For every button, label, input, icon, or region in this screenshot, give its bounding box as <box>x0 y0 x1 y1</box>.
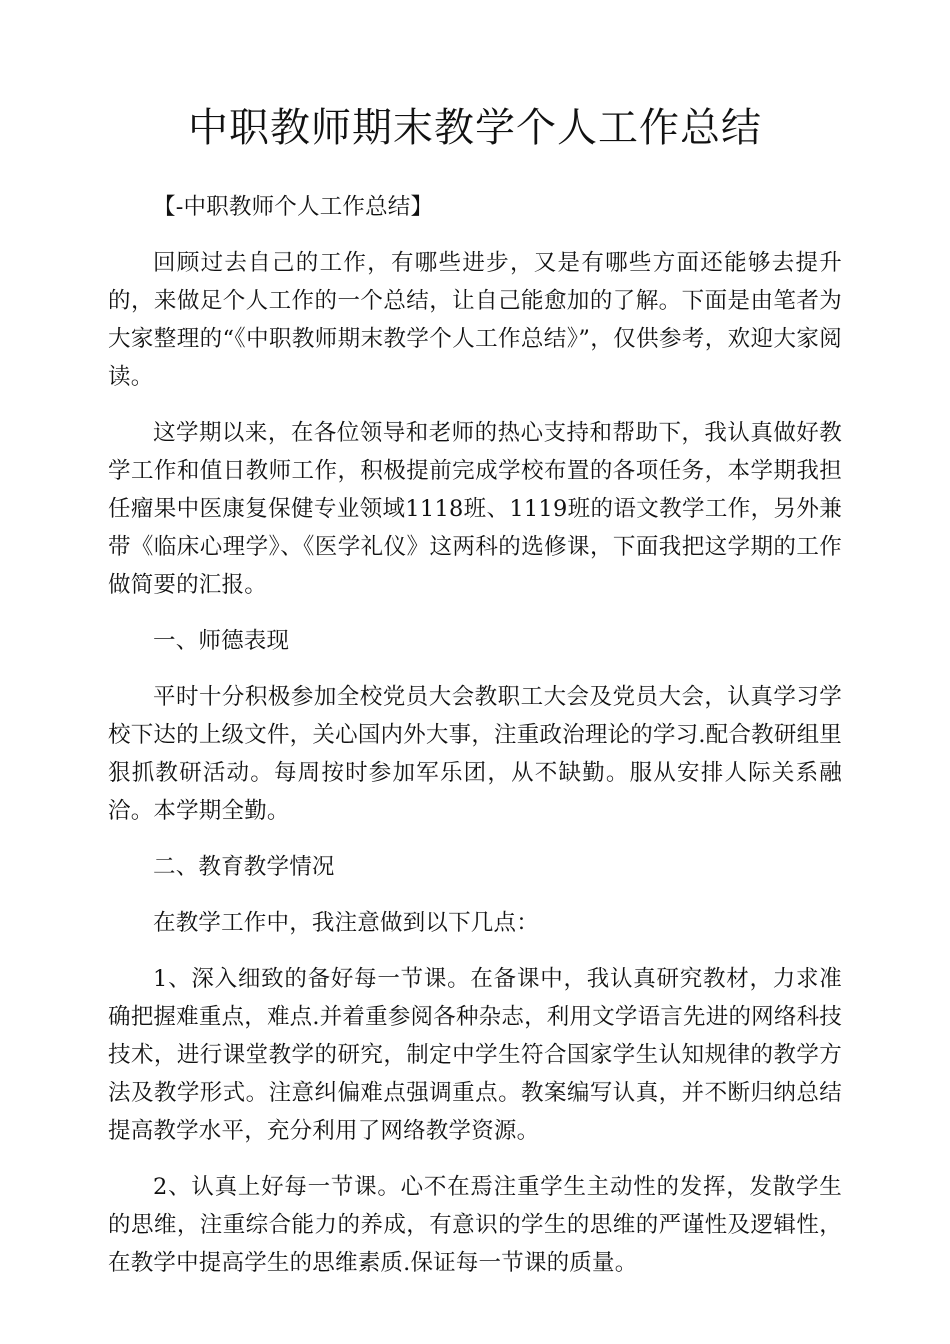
paragraph-overview: 这学期以来，在各位领导和老师的热心支持和帮助下，我认真做好教学工作和值日教师工作，积极提前完成学校布置的各项任务，本学期我担任瘤果中医康复保健专业领域1118班、1119班的语文教学工作，另外兼带《临床心理学》、《医学礼仪》这两科的选修课，下面我把这学期的工作做简要的汇报。 <box>108 420 842 598</box>
paragraph-intro: 回顾过去自己的工作，有哪些进步，又是有哪些方面还能够去提升的，来做足个人工作的一个总结，让自己能愈加的了解。下面是由笔者为大家整理的“《中职教师期末教学个人工作总结》”，仅供参考，欢迎大家阅读。 <box>108 250 842 390</box>
paragraph-teaching-intro: 在教学工作中，我注意做到以下几点： <box>153 910 539 936</box>
document-title: 中职教师期末教学个人工作总结 <box>188 105 762 151</box>
document-body <box>108 188 842 1300</box>
section-heading-teaching: 二、教育教学情况 <box>153 854 335 880</box>
paragraph-ethics: 平时十分积极参加全校党员大会教职工大会及党员大会，认真学习学校下达的上级文件，关心国内外大事，注重政治理论的学习.配合教研组里狠抓教研活动。每周按时参加军乐团，从不缺勤。服从安排人际关系融洽。本学期全勤。 <box>108 684 842 824</box>
paragraph-point-1: 1、深入细致的备好每一节课。在备课中，我认真研究教材，力求准确把握难重点，难点.并着重参阅各种杂志，利用文学语言先进的网络科技技术，进行课堂教学的研究，制定中学生符合国家学生认知规律的教学方法及教学形式。注意纠偏难点强调重点。教案编写认真，并不断归纳总结提高教学水平，充分利用了网络教学资源。 <box>108 966 842 1144</box>
paragraph-point-2: 2、认真上好每一节课。心不在焉注重学生主动性的发挥，发散学生的思维，注重综合能力的养成，有意识的学生的思维的严谨性及逻辑性，在教学中提高学生的思维素质.保证每一节课的质量。 <box>108 1174 842 1276</box>
paragraph-source-tag: 【-中职教师个人工作总结】 <box>153 194 434 220</box>
section-heading-ethics: 一、师德表现 <box>153 628 290 654</box>
